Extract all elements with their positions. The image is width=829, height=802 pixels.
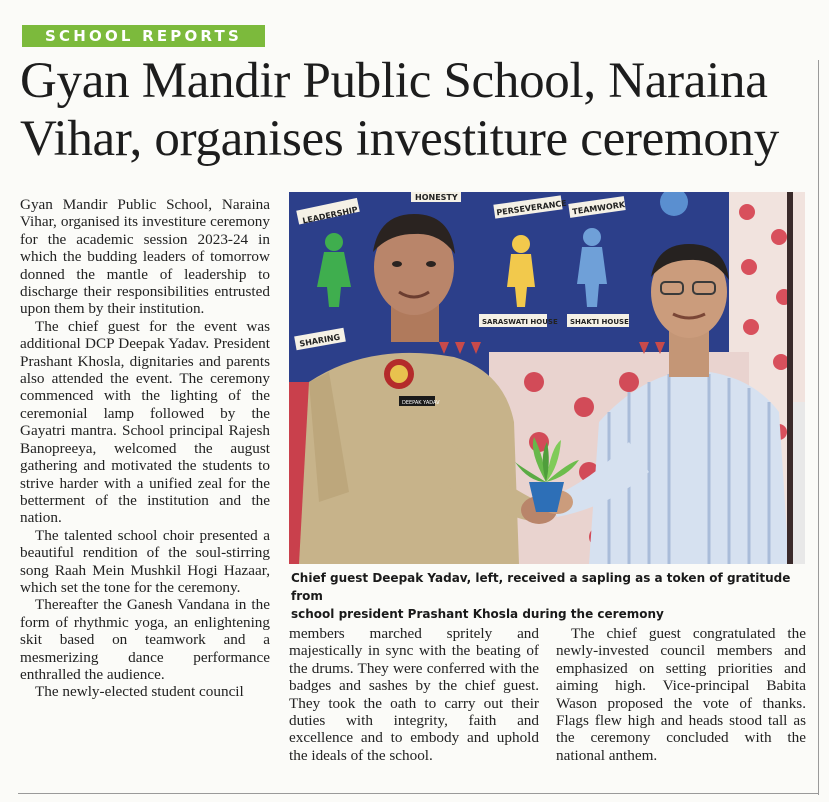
column-divider	[818, 60, 819, 795]
paragraph: The chief guest for the event was additional DCP Deepak Yadav. President Prashant Khosla, dignitaries and parents also attended the event. The ceremony commenced with the lighting of the ceremonial lamp followed by the Gayatri mantra. School principal Rajesh Banopreeya, welcomed the august gathering and motivated the students to strive harder with a unified zeal for the betterment of the institution and the nation.	[20, 317, 270, 527]
name-tag: DEEPAK YADAV	[402, 400, 440, 406]
photo-illustration	[289, 192, 805, 564]
paragraph: Gyan Mandir Public School, Naraina Vihar, organised its investiture ceremony for the academic session 2023-24 in which the budding leaders of tomorrow donned the mantle of leadership to discharge their responsibilities entrusted upon them by their institution.	[20, 196, 270, 318]
board-label: LEADERSHIP	[301, 205, 359, 226]
paragraph: Thereafter the Ganesh Vandana in the form of rhythmic yoga, an enlightening skit based on teamwork and a mesmerizing dance performance enthralled the audience.	[20, 596, 270, 683]
ceremony-photo	[289, 192, 805, 564]
board-label: PERSEVERANCE	[495, 198, 568, 218]
board-label: SHARING	[298, 332, 341, 349]
paragraph: The newly-elected student council	[35, 683, 244, 701]
caption-line: Chief guest Deepak Yadav, left, received a sapling as a token of gratitude from	[291, 571, 791, 603]
headline: Gyan Mandir Public School, Naraina Vihar, organises investiture ceremony	[20, 53, 779, 167]
article-column-3	[556, 625, 806, 764]
paragraph: members marched spritely and majestically in sync with the beating of the drums. They were conferred with the badges and sashes by the chief guest. They took the oath to carry out their duties with integrity, faith and excellence and to embody and uphold the ideals of the school.	[289, 625, 539, 764]
photo-caption	[291, 569, 811, 623]
paragraph: The chief guest congratulated the newly-invested council members and emphasized on setting priorities and aiming high. Vice-principal Babita Wason proposed the vote of thanks. Flags flew high and heads stood tall as the ceremony concluded with the national anthem.	[556, 625, 806, 764]
page-divider	[18, 793, 818, 794]
board-label: TEAMWORK	[571, 200, 626, 217]
article-column-2	[289, 625, 539, 764]
board-label: HONESTY	[415, 193, 458, 202]
article-column-1	[20, 196, 270, 701]
caption-line: school president Prashant Khosla during the ceremony	[291, 607, 664, 621]
board-label: SARASWATI HOUSE	[482, 318, 558, 326]
board-label: SHAKTI HOUSE	[570, 318, 629, 326]
paragraph: The talented school choir presented a beautiful rendition of the soul-stirring song Raah Mein Mushkil Hogi Hazaar, which set the tone for the ceremony.	[20, 526, 270, 596]
section-tag: SCHOOL REPORTS	[22, 25, 265, 47]
